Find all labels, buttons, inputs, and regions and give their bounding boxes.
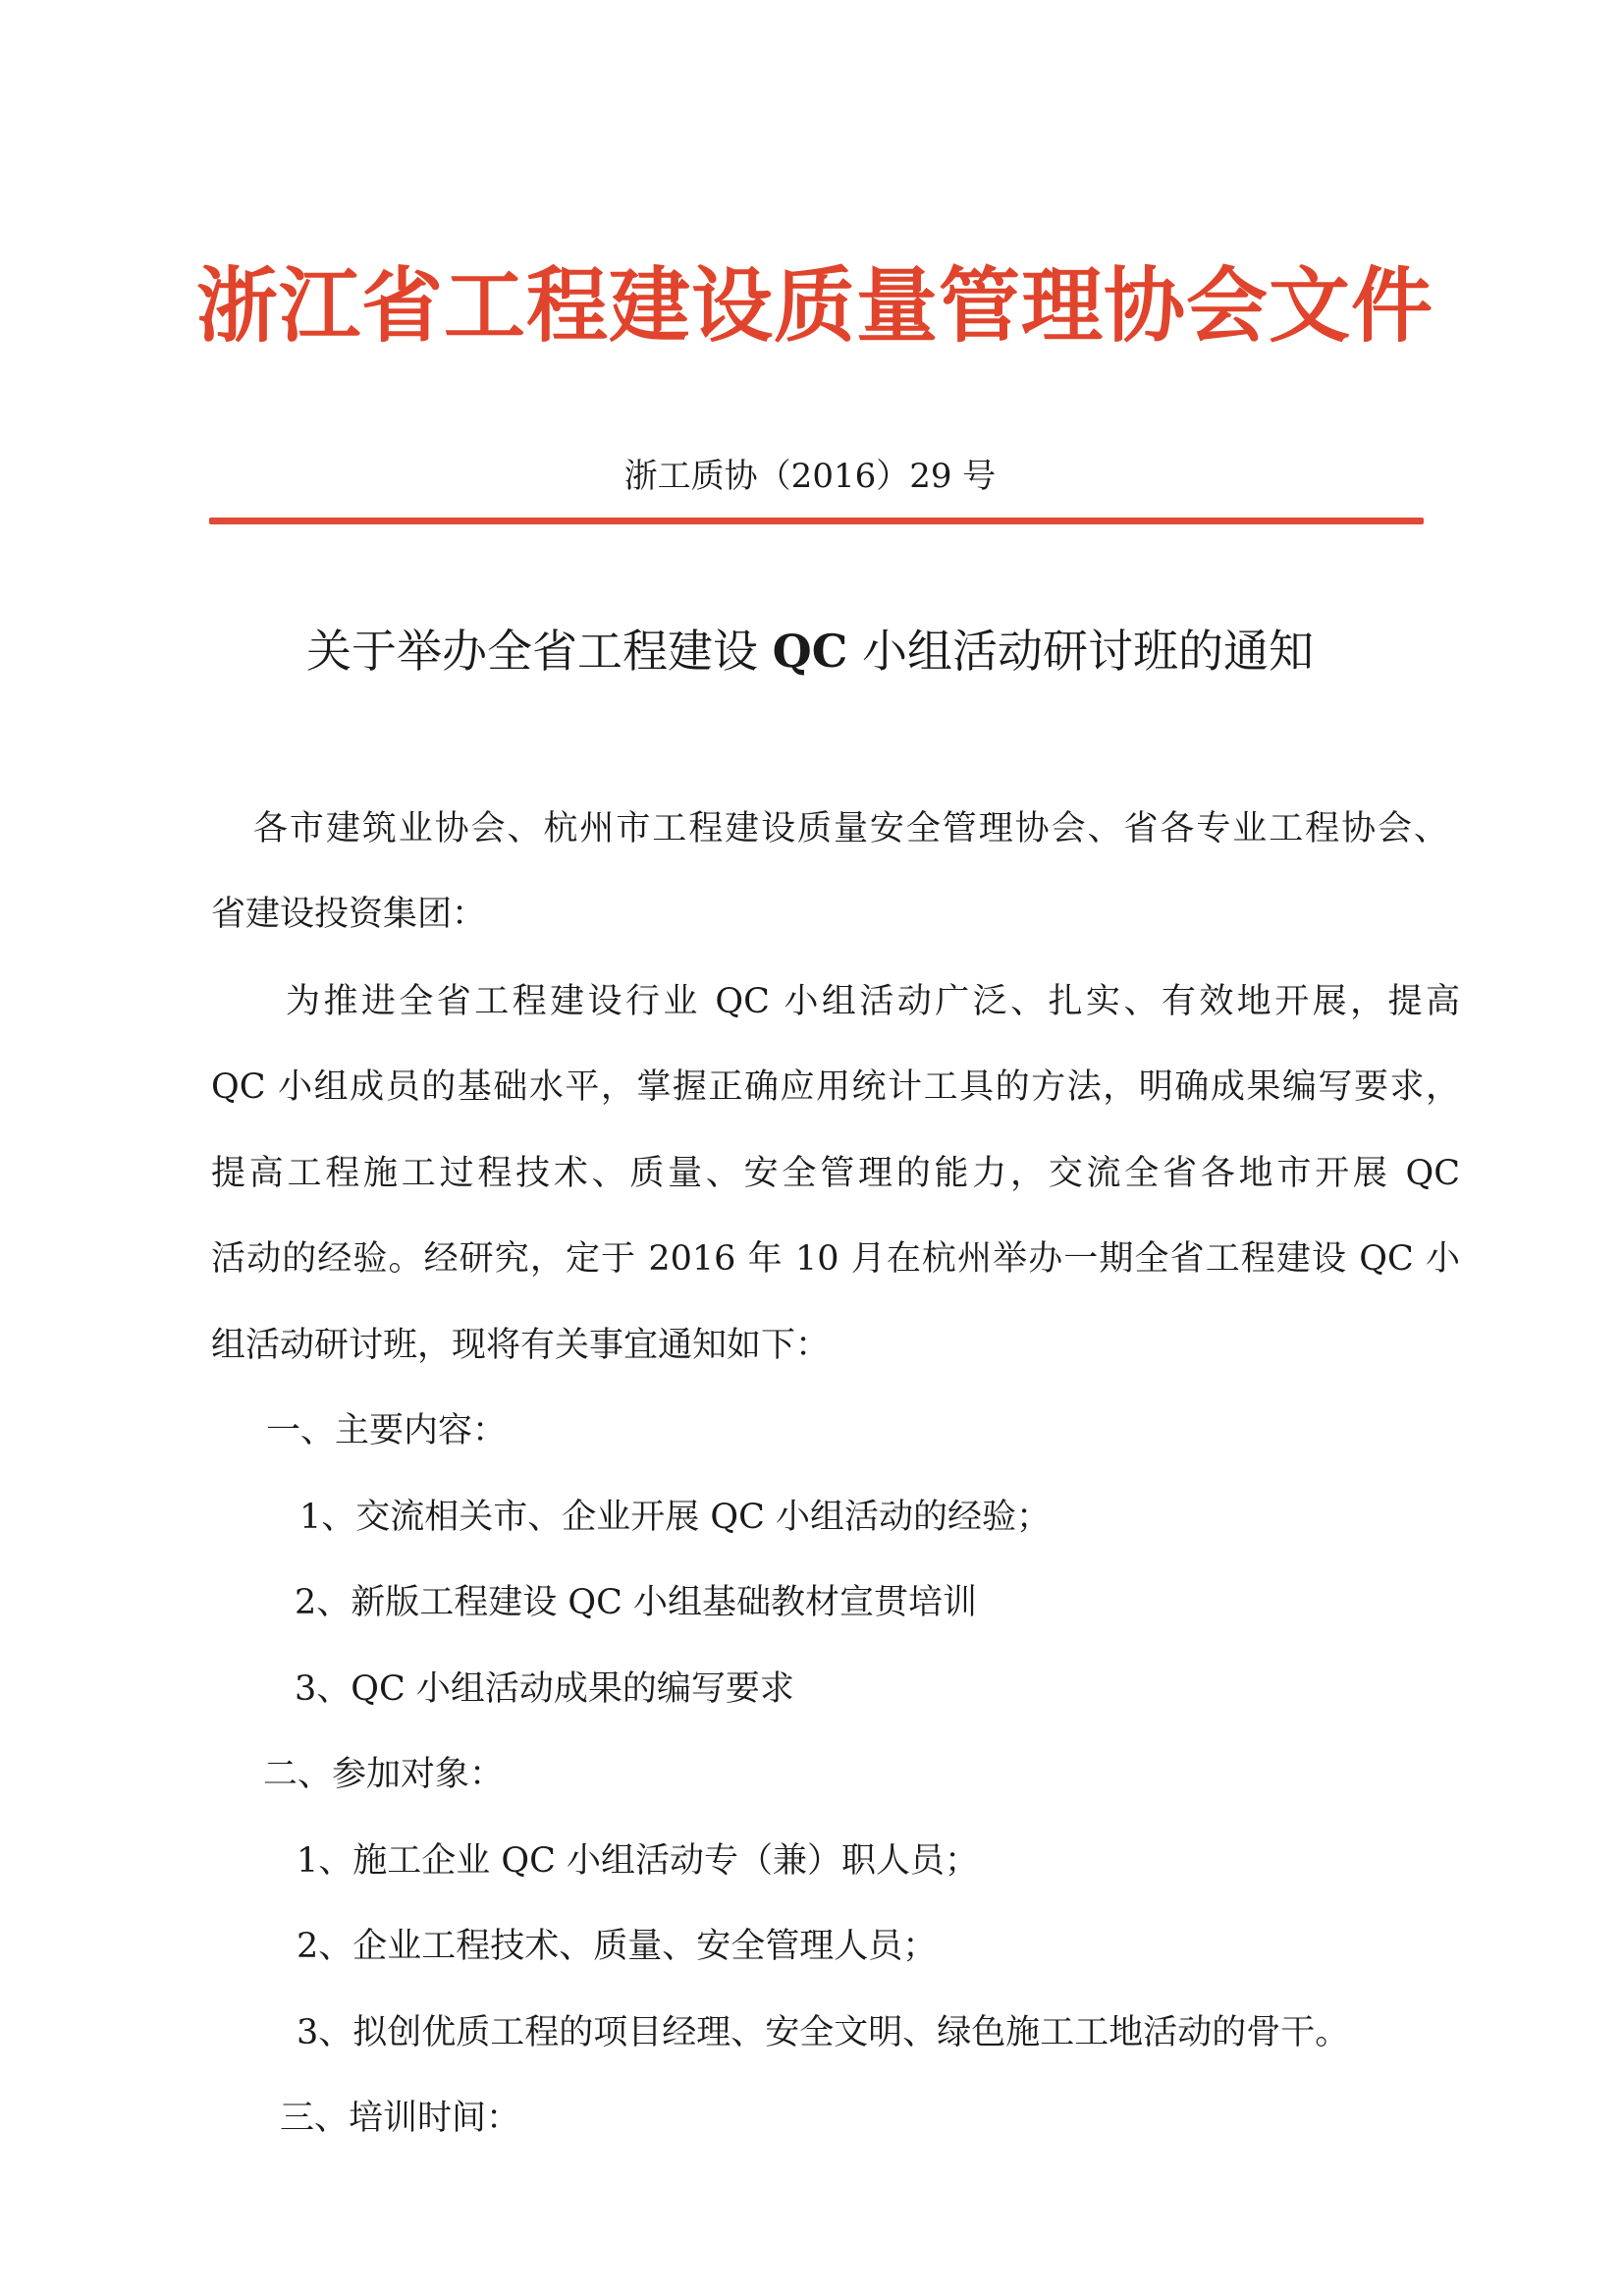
intro-line-1: 为推进全省工程建设行业 QC 小组活动广泛、扎实、有效地开展，提高: [286, 982, 1460, 1021]
section-heading-participants: 二、参加对象：: [263, 1755, 505, 1794]
red-divider-rule: [209, 518, 1424, 524]
intro-line-4: 活动的经验。经研究，定于 2016 年 10 月在杭州举办一期全省工程建设 QC 小: [211, 1239, 1460, 1279]
notice-title: [196, 617, 1424, 685]
intro-line-5: 组活动研讨班，现将有关事宜通知如下：: [211, 1326, 831, 1365]
section-2-item-3: 3、拟创优质工程的项目经理、安全文明、绿色施工工地活动的骨干。: [297, 2013, 1350, 2052]
notice-title-qc: QC: [772, 625, 848, 678]
section-1-item-1: 1、交流相关市、企业开展 QC 小组活动的经验；: [299, 1498, 1051, 1537]
section-2-item-2: 2、企业工程技术、质量、安全管理人员；: [297, 1927, 938, 1966]
section-heading-training-time: 三、培训时间：: [280, 2099, 521, 2138]
intro-line-2: QC 小组成员的基础水平，掌握正确应用统计工具的方法，明确成果编写要求，: [211, 1067, 1460, 1107]
intro-line-3: 提高工程施工过程技术、质量、安全管理的能力，交流全省各地市开展 QC: [211, 1154, 1460, 1193]
salutation-line-1: 各市建筑业协会、杭州市工程建设质量安全管理协会、省各专业工程协会、: [253, 809, 1448, 848]
issuer-header-title: 浙江省工程建设质量管理协会文件: [196, 258, 1434, 354]
section-1-item-3: 3、QC 小组活动成果的编写要求: [295, 1669, 794, 1709]
section-heading-main-content: 一、主要内容：: [266, 1411, 508, 1450]
document-number: 浙工质协（2016）29 号: [623, 457, 997, 496]
section-1-item-2: 2、新版工程建设 QC 小组基础教材宣贯培训: [295, 1583, 977, 1622]
section-2-item-1: 1、施工企业 QC 小组活动专（兼）职人员；: [297, 1841, 979, 1881]
notice-title-part-2: 小组活动研讨班的通知: [847, 625, 1314, 678]
salutation-line-2: 省建设投资集团：: [211, 895, 487, 934]
notice-title-part-1: 关于举办全省工程建设: [306, 625, 773, 678]
